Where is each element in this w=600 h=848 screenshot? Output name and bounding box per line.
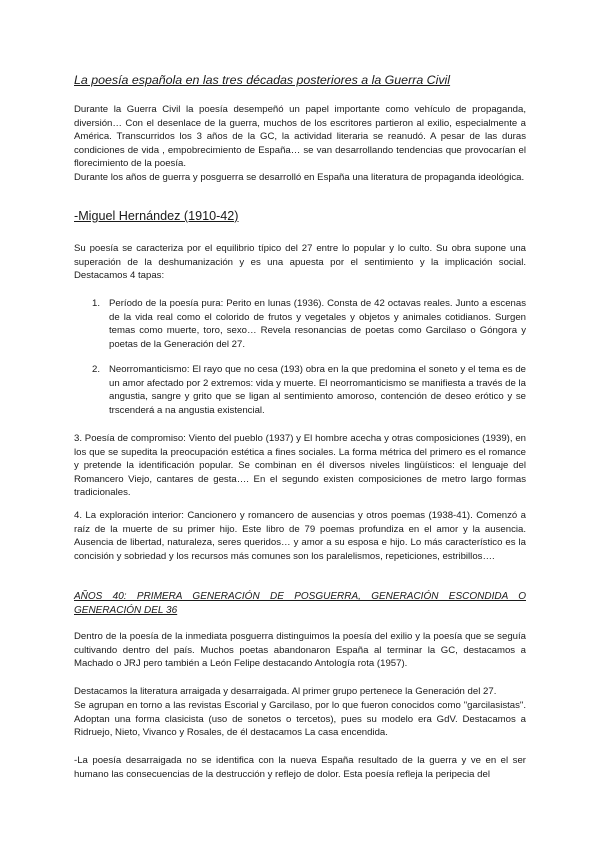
section2-paragraph-2: Destacamos la literatura arraigada y desarraigada. Al primer grupo pertenece la Generación del 27. [74,686,497,697]
list-item [92,297,526,351]
list-item [92,363,526,417]
section2-paragraph-1: Dentro de la poesía de la inmediata posguerra distinguimos la poesía del exilio y la poesía que se seguía cultivando dentro del país. Muchos poetas abandonaron España al terminar la GC, destacamos a Machado o JRJ pero también a León Felipe destacando Antología rota (1957). [74,631,526,670]
section-heading-miguel-hernandez: -Miguel Hernández (1910-42) [74,209,239,223]
section1-paragraph: Su poesía se caracteriza por el equilibrio típico del 27 entre lo popular y lo culto. Su obra supone una superación de la deshumanización y es una apuesta por el sentimiento y la implicación social. Destacamos 4 tapas: [74,243,526,282]
section-heading-anos-40: AÑOS 40: PRIMERA GENERACIÓN DE POSGUERRA, GENERACIÓN ESCONDIDA O GENERACIÓN DEL 36 [74,591,526,616]
section2-paragraph-3: Se agrupan en torno a las revistas Escorial y Garcilaso, por lo que fueron conocidos como "garcilasistas". Adoptan una forma clasicista (uso de sonetos o tercetos), pues su modelo era GdV. Destacamos a Ridruejo, Nieto, Vivanco y Rosales, de él destacamos La casa encendida. [74,700,526,739]
intro-paragraph-1: Durante la Guerra Civil la poesía desempeñó un papel importante como vehículo de propaganda, diversión… Con el desenlace de la guerra, muchos de los escritores partieron al exilio, especialmente a América. Transcurridos los 3 años de la GC, la actividad literaria se reanudó. A pesar de las duras condiciones de vida , empobrecimiento de España… se van desarrollando tendencias que provocarían el florecimiento de la poesía. [74,104,526,170]
item-4-paragraph: 4. La exploración interior: Cancionero y romancero de ausencias y otros poemas (1938-41). Comenzó a raíz de la muerte de su primer hijo. Este libro de 79 poemas profundiza en el amor y la ausencia. Ausencia de libertad, naturaleza, seres queridos… y amor a su esposa e hijo. Lo más característico es la concisión y sobriedad y los recursos más comunes son los paralelismos, repeticiones, estribillos…. [74,510,526,562]
list-item-number: 1. [92,298,101,309]
list-item-number: 2. [92,364,101,375]
document-title: La poesía española en las tres décadas posteriores a la Guerra Civil [74,73,451,87]
item-3-paragraph: 3. Poesía de compromiso: Viento del pueblo (1937) y El hombre acecha y otras composiciones (1939), en los que se supedita la preocupación estética a fines sociales. La forma métrica del primero es el romance y pretende la identificación popular. Se combinan en él diversos niveles lingüísticos: el lenguaje del Romancero Viejo, cantares de gesta…. En el segundo existen composiciones de metro largo formas tradicionales. [74,433,526,499]
intro-paragraph-2: Durante los años de guerra y posguerra se desarrolló en España una literatura de propaganda ideológica. [74,172,525,183]
section2-paragraph-4: -La poesía desarraigada no se identifica con la nueva España resultado de la guerra y ve en el ser humano las consecuencias de la destrucción y reflejo de dolor. Esta poesía refleja la peripecia del [74,755,526,780]
list-item-text: Neorromanticismo: El rayo que no cesa (193) obra en la que predomina el soneto y el tema es de un amor afectado por 2 extremos: vida y muerte. El neorromanticismo se manifiesta a través de la angustia, sangre y grito que se ligan al sentimiento amoroso, contención de deseo erótico y se trscenderá a na angustia existencial. [109,364,526,416]
list-item-text: Período de la poesía pura: Perito en lunas (1936). Consta de 42 octavas reales. Junto a escenas de la vida real como el colorido de frutos y vegetales y objetos y animales cotidianos. Surgen temas como muerte, toro, sexo… Revela resonancias de poetas como Garcilaso o Góngora y poetas de la Generación del 27. [109,298,526,350]
